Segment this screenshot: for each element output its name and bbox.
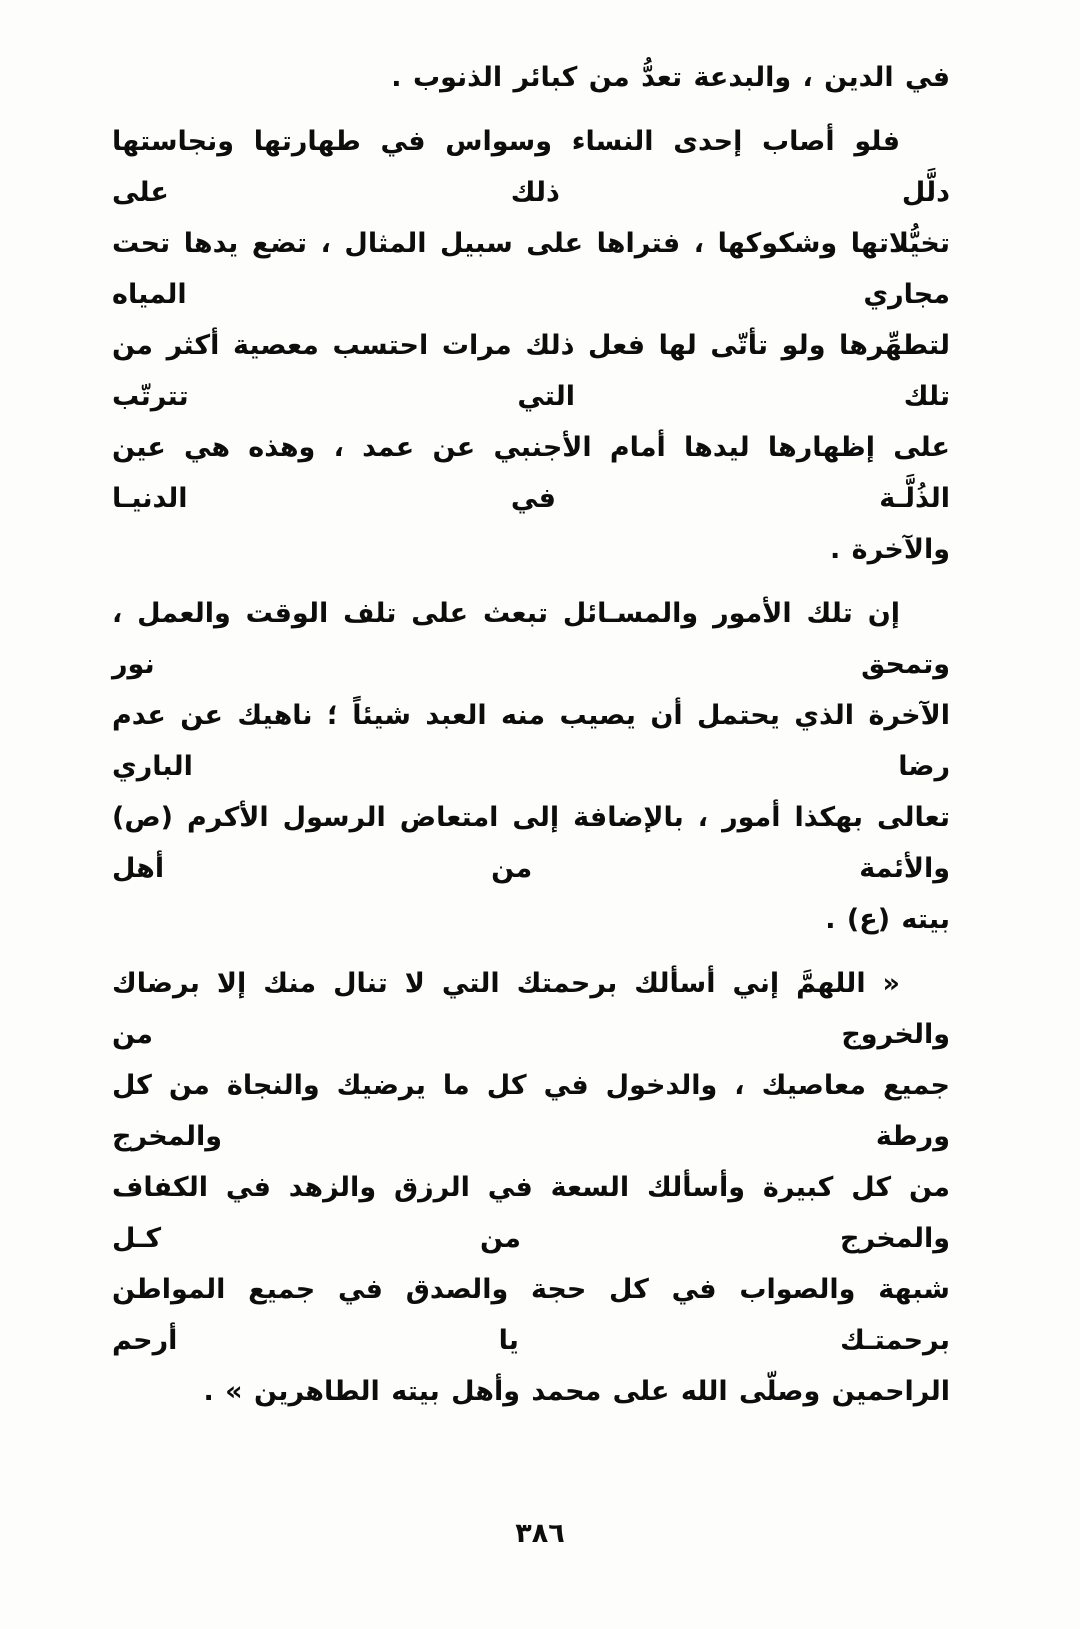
text-line: والآخرة . xyxy=(830,534,950,565)
text-line: من كل كبيرة وأسألك السعة في الرزق والزهد في الكفاف والمخرج من كـل xyxy=(112,1172,950,1254)
text-line: فلو أصاب إحدى النساء وسواس في طهارتها ونجاستها دلَّل ذلك على xyxy=(112,126,950,208)
text-line: بيته (ع) . xyxy=(825,904,950,935)
text-block xyxy=(112,52,950,1430)
text-line: تخيُّلاتها وشكوكها ، فتراها على سبيل المثال ، تضع يدها تحت مجاري المياه xyxy=(112,228,950,310)
text-line: « اللهمَّ إني أسألك برحمتك التي لا تنال منك إلا برضاك والخروج من xyxy=(112,968,950,1050)
text-line: على إظهارها ليدها أمام الأجنبي عن عمد ، وهذه هي عين الذُلَّـة في الدنيـا xyxy=(112,432,950,514)
text-line: الراحمين وصلّى الله على محمد وأهل بيته الطاهرين » . xyxy=(203,1376,950,1407)
paragraph xyxy=(112,116,950,575)
text-line: في الدين ، والبدعة تعدُّ من كبائر الذنوب . xyxy=(391,62,950,93)
text-line: جميع معاصيك ، والدخول في كل ما يرضيك والنجاة من كل ورطة والمخرج xyxy=(112,1070,950,1152)
text-line: الآخرة الذي يحتمل أن يصيب منه العبد شيئاً ؛ ناهيك عن عدم رضا الباري xyxy=(112,700,950,782)
text-line: شبهة والصواب في كل حجة والصدق في جميع المواطن برحمتـك يا أرحم xyxy=(112,1274,950,1356)
page-number: ٣٨٦ xyxy=(515,1518,565,1549)
text-line: تعالى بهكذا أمور ، بالإضافة إلى امتعاض الرسول الأكرم (ص) والأئمة من أهل xyxy=(112,802,950,884)
paragraph xyxy=(112,958,950,1417)
paragraph xyxy=(112,52,950,103)
text-line: إن تلك الأمور والمسـائل تبعث على تلف الوقت والعمل ، وتمحق نور xyxy=(112,598,950,680)
paragraph xyxy=(112,588,950,945)
text-line: لتطهِّرها ولو تأتّى لها فعل ذلك مرات احتسب معصية أكثر من تلك التي تترتّب xyxy=(112,330,950,412)
